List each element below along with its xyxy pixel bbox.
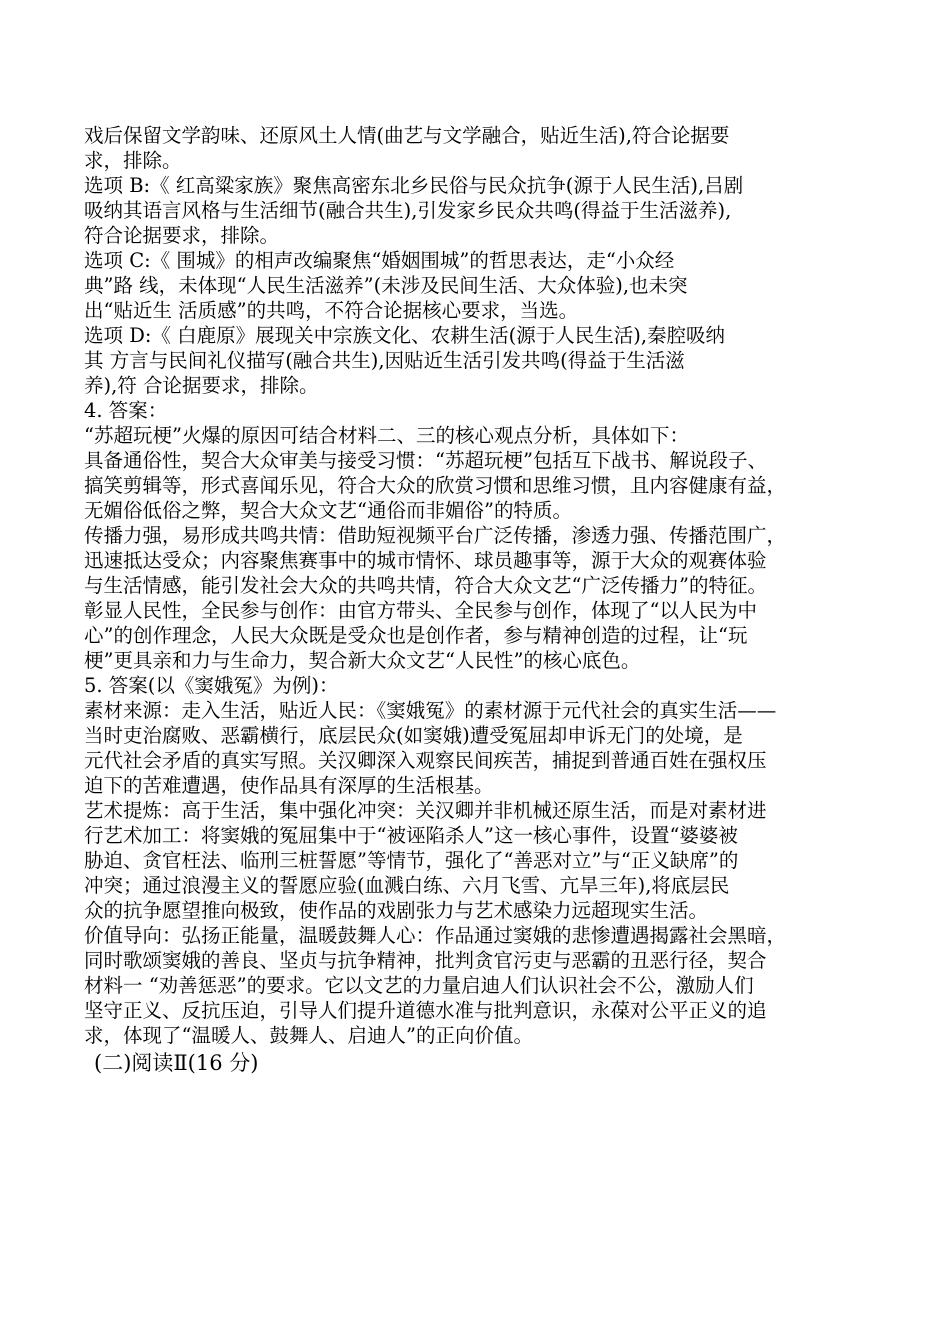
text-line: 典”路 线，未体现“人民生活滋养”(未涉及民间生活、大众体验),也未突 — [84, 274, 688, 297]
text-line: 传播力强，易形成共鸣共情：借助短视频平台广泛传播，渗透力强、传播范围广， — [84, 524, 787, 547]
text-line: 养),符 合论据要求，排除。 — [84, 374, 319, 397]
paragraph — [84, 423, 866, 448]
text-line: 搞笑剪辑等，形式喜闻乐见，符合大众的欣赏习惯和思维习惯，且内容健康有益， — [84, 474, 787, 497]
paragraph — [84, 523, 866, 598]
text-line: 众的抗争愿望推向极致，使作品的戏剧张力与艺术感染力远超现实生活。 — [84, 899, 709, 922]
paragraph — [84, 923, 866, 1048]
text-line: 价值导向：弘扬正能量，温暖鼓舞人心：作品通过窦娥的悲惨遭遇揭露社会黑暗， — [84, 924, 787, 947]
paragraph — [84, 248, 866, 323]
text-line: 当时吏治腐败、恶霸横行，底层民众(如窦娥)遭受冤屈却申诉无门的处境，是 — [84, 724, 743, 747]
text-line: 胁迫、贪官枉法、临刑三桩誓愿”等情节，强化了“善恶对立”与“正义缺席”的 — [84, 849, 739, 872]
text-line: 元代社会矛盾的真实写照。关汉卿深入观察民间疾苦，捕捉到普通百姓在强权压 — [84, 749, 767, 772]
text-line: 无媚俗低俗之弊，契合大众文艺“通俗而非媚俗”的特质。 — [84, 499, 572, 522]
paragraph — [84, 698, 866, 798]
answer-heading — [84, 673, 866, 698]
text-line: 同时歌颂窦娥的善良、坚贞与抗争精神，批判贪官污吏与恶霸的丑恶行径，契合 — [84, 949, 767, 972]
document-body — [84, 123, 866, 1077]
text-line: 吸纳其语言风格与生活细节(融合共生),引发家乡民众共鸣(得益于生活滋养), — [84, 199, 732, 222]
text-line: 戏后保留文学韵味、还原风土人情(曲艺与文学融合，贴近生活),符合论据要 — [84, 124, 730, 147]
text-line: 选项 D:《 白鹿原》展现关中宗族文化、农耕生活(源于人民生活),秦腔吸纳 — [84, 324, 726, 347]
paragraph — [84, 448, 866, 523]
text-line: 与生活情感，能引发社会大众的共鸣共情，符合大众文艺“广泛传播力”的特征。 — [84, 574, 767, 597]
paragraph — [84, 323, 866, 398]
text-line: 行艺术加工：将窦娥的冤屈集中于“被诬陷杀人”这一核心事件，设置“婆婆被 — [84, 824, 738, 847]
text-line: 迅速抵达受众；内容聚焦赛事中的城市情怀、球员趣事等，源于大众的观赛体验 — [84, 549, 767, 572]
text-line: “苏超玩梗”火爆的原因可结合材料二、三的核心观点分析，具体如下： — [84, 424, 689, 447]
paragraph — [84, 173, 866, 248]
paragraph — [84, 123, 866, 173]
text-line: 求，排除。 — [84, 149, 182, 172]
text-line: 材料一 “劝善惩恶”的要求。它以文艺的力量启迪人们认识社会不公，激励人们 — [84, 974, 754, 997]
text-line: 4. 答案： — [84, 399, 168, 422]
text-line: 梗”更具亲和力与生命力，契合新大众文艺“人民性”的核心底色。 — [84, 649, 641, 672]
section-heading — [94, 1050, 866, 1077]
text-line: 具备通俗性，契合大众审美与接受习惯：“苏超玩梗”包括互下战书、解说段子、 — [84, 449, 767, 472]
text-line: 符合论据要求，排除。 — [84, 224, 280, 247]
answer-heading — [84, 398, 866, 423]
text-line: 求，体现了“温暖人、鼓舞人、启迪人”的正向价值。 — [84, 1024, 533, 1047]
text-line: 彰显人民性，全民参与创作：由官方带头、全民参与创作，体现了“以人民为中 — [84, 599, 757, 622]
text-line: (二)阅读Ⅱ(16 分) — [94, 1051, 259, 1075]
text-line: 选项 C:《 围城》的相声改编聚焦“婚姻围城”的哲思表达，走“小众经 — [84, 249, 675, 272]
paragraph — [84, 598, 866, 673]
text-line: 选项 B:《 红高粱家族》聚焦高密东北乡民俗与民众抗争(源于人民生活),吕剧 — [84, 174, 744, 197]
text-line: 艺术提炼：高于生活，集中强化冲突：关汉卿并非机械还原生活，而是对素材进 — [84, 799, 767, 822]
paragraph — [84, 798, 866, 923]
text-line: 坚守正义、反抗压迫，引导人们提升道德水准与批判意识，永葆对公平正义的追 — [84, 999, 767, 1022]
text-line: 迫下的苦难遭遇，使作品具有深厚的生活根基。 — [84, 774, 494, 797]
text-line: 素材来源：走入生活，贴近人民：《窦娥冤》的素材源于元代社会的真实生活—— — [84, 699, 777, 722]
text-line: 冲突；通过浪漫主义的誓愿应验(血溅白练、六月飞雪、亢旱三年),将底层民 — [84, 874, 730, 897]
text-line: 心”的创作理念，人民大众既是受众也是创作者，参与精神创造的过程，让“玩 — [84, 624, 748, 647]
text-line: 其 方言与民间礼仪描写(融合共生),因贴近生活引发共鸣(得益于生活滋 — [84, 349, 685, 372]
text-line: 5. 答案(以《窦娥冤》为例)： — [84, 674, 339, 697]
text-line: 出“贴近生 活质感”的共鸣，不符合论据核心要求，当选。 — [84, 299, 579, 322]
